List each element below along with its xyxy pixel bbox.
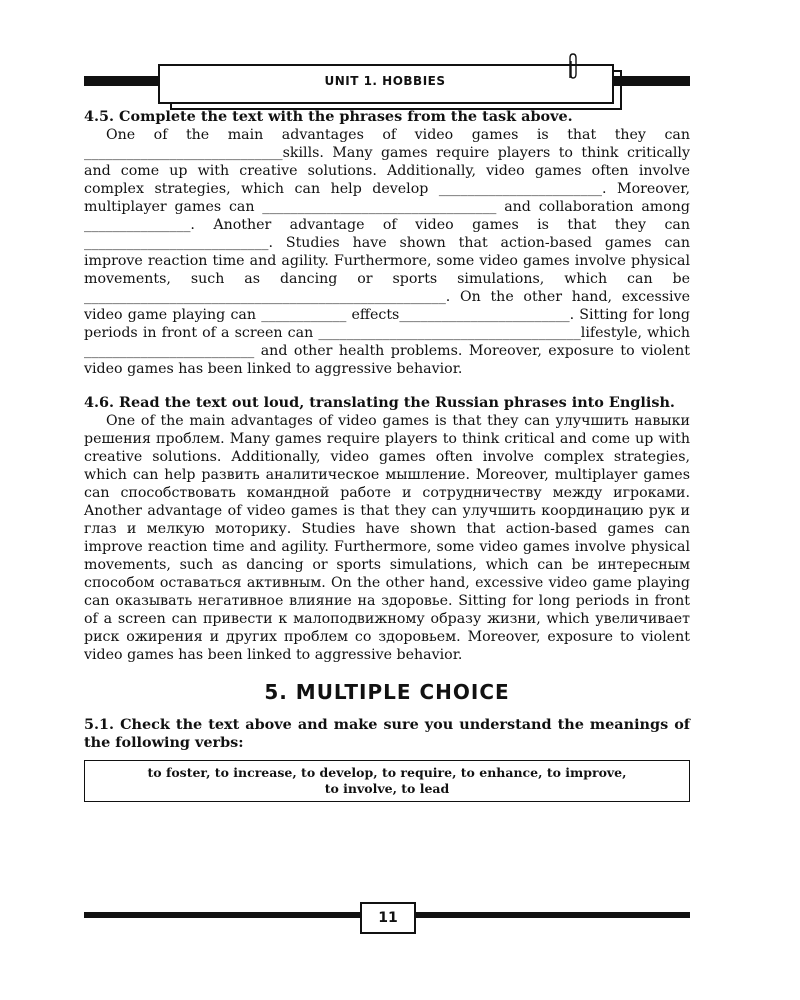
page-content: [84, 108, 690, 802]
task-5-1-title: 5.1. Check the text above and make sure you understand the meanings of the following verbs:: [84, 716, 690, 751]
unit-title: UNIT 1. HOBBIES: [324, 74, 446, 88]
section-5-title: 5. MULTIPLE CHOICE: [264, 680, 510, 704]
page-number: 11: [360, 902, 416, 934]
verbs-line-2: to involve, to lead: [324, 781, 450, 796]
paperclip-icon: [566, 52, 580, 82]
task-4-6-text: One of the main advantages of video games is that they can улучшить навыки решения проблем. Many games require players to think critical and come up with creative solutions. Additionally, video games often involve complex strategies, which can help развить аналитическое мышление. Moreover, multiplayer games can способствовать командной работе и сотрудничеству между игроками. Another advantage of video games is that they can улучшить координацию рук и глаз и мелкую моторику. Studies have shown that action-based games can improve reaction time and agility. Furthermore, some video games involve physical movements, such as dancing or sports simulations, which can be интересным способом оставаться активным. On the other hand, excessive video game playing can оказывать негативное влияние на здоровье. Sitting for long periods in front of a screen can привести к малоподвижному образу жизни, which увеличивает риск ожирения и других проблем со здоровьем. Moreover, exposure to violent video games has been linked to aggressive behavior.: [84, 413, 690, 663]
task-4-6-title: 4.6. Read the text out loud, translating the Russian phrases into English.: [84, 394, 675, 411]
task-4-5-text: One of the main advantages of video games is that they can ____________________________skills. Many games require players to think critically and come up with creative solutions. Additionally, video games often involve complex strategies, which can help develop _______________________. Moreover, multiplayer games can _________________________________ and collaboration among _______________. Another advantage of video games is that they can __________________________. Studies have shown that action-based games can improve reaction time and agility. Furthermore, some video games involve physical movements, such as dancing or sports simulations, which can be ___________________________________________________. On the other hand, excessive video game playing can ____________ effects________________________. Sitting for long periods in front of a screen can _____________________________________lifestyle, which ________________________ and other health problems. Moreover, exposure to violent video games has been linked to aggressive behavior.: [84, 127, 690, 377]
task-4-5-title: 4.5. Complete the text with the phrases from the task above.: [84, 108, 573, 125]
verbs-box: [84, 760, 690, 802]
verbs-line-1: to foster, to increase, to develop, to require, to enhance, to improve,: [147, 765, 627, 780]
